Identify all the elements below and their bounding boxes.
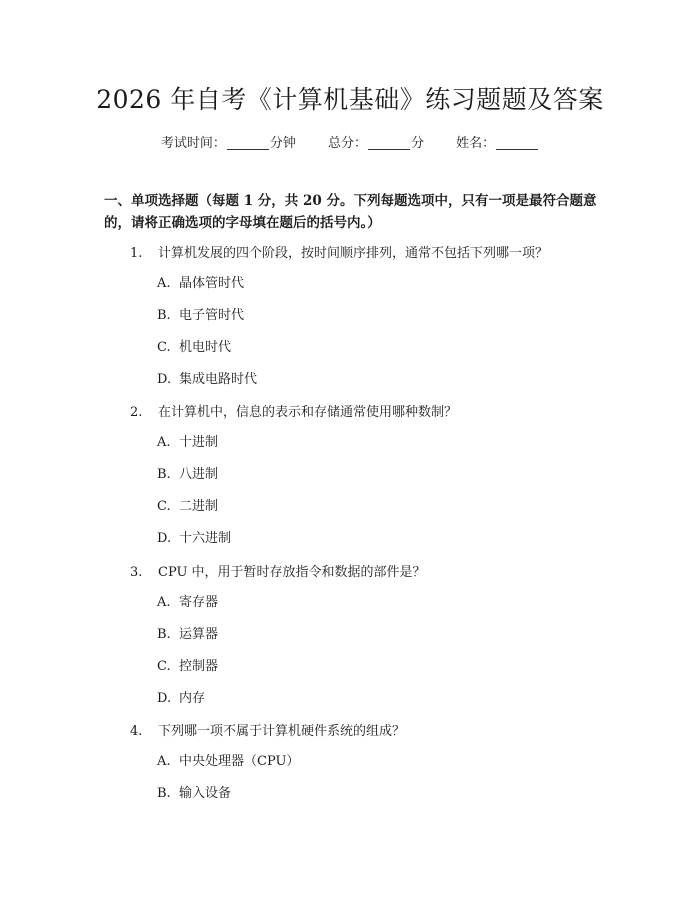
- question-1: [130, 245, 548, 263]
- option-letter: C.: [157, 499, 171, 514]
- option-2-c: [157, 498, 218, 516]
- option-letter: A.: [157, 435, 171, 450]
- question-number: 3.: [130, 565, 143, 580]
- question-number: 1.: [130, 246, 143, 261]
- option-text: 寄存器: [179, 595, 219, 610]
- option-1-a: [157, 275, 244, 293]
- total-score-blank: [368, 135, 410, 150]
- option-text: 控制器: [179, 659, 219, 674]
- option-2-d: [157, 530, 231, 548]
- option-text: 十六进制: [179, 531, 232, 546]
- option-letter: D.: [157, 691, 172, 706]
- student-name-field: [456, 132, 539, 151]
- option-text: 二进制: [179, 499, 219, 514]
- question-text: 计算机发展的四个阶段，按时间顺序排列，通常不包括下列哪一项？: [158, 246, 549, 261]
- option-letter: C.: [157, 659, 171, 674]
- option-letter: B.: [157, 627, 171, 642]
- question-text: CPU 中，用于暂时存放指令和数据的部件是？: [158, 565, 426, 580]
- option-letter: B.: [157, 308, 171, 323]
- option-text: 运算器: [179, 627, 219, 642]
- option-4-b: [157, 785, 231, 803]
- option-text: 输入设备: [179, 786, 232, 801]
- exam-time-blank: [227, 135, 269, 150]
- option-2-b: [157, 466, 218, 484]
- option-text: 中央处理器（CPU）: [179, 754, 300, 769]
- option-1-b: [157, 307, 244, 325]
- option-letter: D.: [157, 372, 172, 387]
- option-letter: B.: [157, 467, 171, 482]
- option-text: 内存: [179, 691, 206, 706]
- option-text: 电子管时代: [179, 308, 245, 323]
- student-name-label: 姓名：: [456, 136, 496, 151]
- option-letter: D.: [157, 531, 172, 546]
- option-text: 十进制: [179, 435, 219, 450]
- option-3-b: [157, 626, 218, 644]
- question-text: 在计算机中，信息的表示和存储通常使用哪种数制？: [158, 405, 458, 420]
- option-letter: B.: [157, 786, 171, 801]
- question-text: 下列哪一项不属于计算机硬件系统的组成？: [158, 724, 406, 739]
- student-name-blank: [496, 135, 538, 150]
- option-3-d: [157, 690, 205, 708]
- exam-time-field: [161, 132, 296, 151]
- exam-info-line: [0, 132, 700, 151]
- question-3: [130, 564, 426, 582]
- option-1-c: [157, 339, 231, 357]
- total-score-field: [328, 132, 424, 151]
- option-letter: A.: [157, 754, 171, 769]
- question-4: [130, 723, 405, 741]
- option-letter: C.: [157, 340, 171, 355]
- exam-time-label: 考试时间：: [160, 136, 226, 151]
- option-3-a: [157, 594, 218, 612]
- total-score-unit: 分: [411, 136, 425, 151]
- page-title: 2026 年自考《计算机基础》练习题题及答案: [96, 85, 604, 114]
- option-text: 集成电路时代: [179, 372, 258, 387]
- section-heading: 一、单项选择题（每题 1 分，共 20 分。下列每题选项中，只有一项是最符合题意的，请将正确选项的字母填在题后的括号内。）: [104, 193, 597, 231]
- option-1-d: [157, 371, 257, 389]
- question-number: 2.: [130, 405, 143, 420]
- question-number: 4.: [130, 724, 143, 739]
- option-text: 机电时代: [179, 340, 232, 355]
- option-letter: A.: [157, 276, 171, 291]
- option-letter: A.: [157, 595, 171, 610]
- total-score-label: 总分：: [327, 136, 367, 151]
- option-text: 八进制: [179, 467, 219, 482]
- exam-time-unit: 分钟: [269, 136, 296, 151]
- option-4-a: [157, 753, 299, 771]
- option-text: 晶体管时代: [179, 276, 245, 291]
- option-3-c: [157, 658, 218, 676]
- option-2-a: [157, 434, 218, 452]
- question-2: [130, 404, 457, 422]
